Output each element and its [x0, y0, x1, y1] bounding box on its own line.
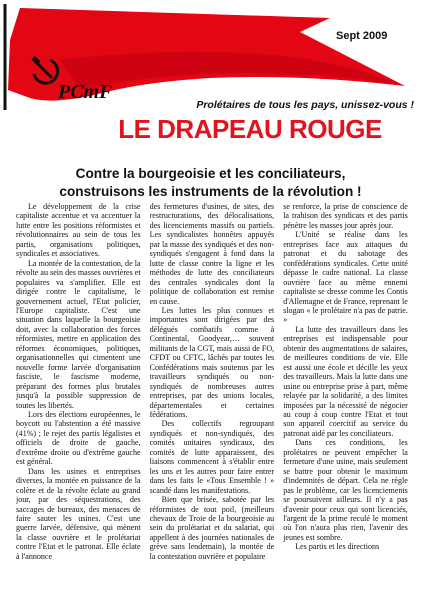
- paragraph: Dans ces conditions, les prolétaires ne peuvent empêcher la fermeture d'une usine, mais seulement se battre pour obtenir le maximum d'indemnités de départ. Cela ne règle pas le problème, car les licenciements se poursuivent ailleurs. Il n'y a pas d'avenir pour ceux qui sont licenciés, l'argent de la prime reculé le moment où l'on n'aura plus rien, l'avenir des jeunes est sombre.: [283, 438, 408, 542]
- issue-date: Sept 2009: [336, 30, 388, 42]
- paragraph: Dans les usines et entreprises diverses, la montée en puissance de la colère et de la révolte éclate au grand jour, par des séquestrations, des saccages de bureaux, des menaces de faire sauter les usines. C'est une guerre larvée, défensive, qui mènent la classe ouvrière et le prolétariat contre l'Etat et le patronat. Elle éclate à l'annonce: [16, 466, 141, 561]
- article-columns: [16, 202, 408, 594]
- paragraph: Les luttes les plus connues et importantes sont dirigées par des délégués combatifs comme à Continental, Goodyear,… souvent militants de la CGT, mais aussi de FO, CFDT ou CFTC, lâchés par toutes les Confédérations mais soutenus par les travailleurs syndiqués ou non-syndiqués de nombreuses autres entreprises, par des unions locales, départementales et certaines fédérations.: [149, 305, 275, 419]
- column-3: [283, 202, 408, 594]
- slogan: Prolétaires de tous les pays, unissez-vous !: [196, 99, 414, 111]
- paragraph: se renforce, la prise de conscience de la trahison des syndicats et des partis pénètre les masses jour après jour.: [283, 202, 408, 230]
- column-1: [16, 202, 141, 594]
- red-flag-banner: [0, 0, 421, 110]
- newspaper-title: LE DRAPEAU ROUGE: [118, 114, 382, 144]
- paragraph: Bien que brisée, sabotée par les réformistes de tout poil, (meilleurs chevaux de Troie de la bourgeoisie au sein du prolétariat et du salariat, qui appellent à des journées nationales de grève sans lendemain), la montée de la contestation ouvrière et populaire: [149, 495, 275, 561]
- paragraph: Des collectifs regroupant syndiqués et non-syndiqués, des comités unitaires syndicaux, des comités de lutte apparaissent, des liaisons commencent à s'établir entre les uns et les autres pour faire entrer dans les faits le «Tous Ensemble ! » scandé dans les manifestations.: [149, 419, 275, 495]
- article-headline: [0, 165, 421, 201]
- paragraph: des fermetures d'usines, de sites, des restructurations, des délocalisations, des licenciements massifs ou partiels. Les syndicalistes honnêtes appuyés par la masse des syndiqués et des non-syndiqués s'engagent à fond dans la lutte de classe contre la ligne et les méthodes de lutte des conciliateurs des centrales syndicales dont la politique de collaboration est remise en cause.: [149, 202, 275, 306]
- paragraph: Le développement de la crise capitaliste accentue et va accentuer la lutte entre les positions réformistes et révolutionnaires au sein de tous les partis, organisations politiques, syndicales et associatives.: [16, 202, 141, 259]
- column-2: [150, 202, 275, 594]
- headline-line-2: construisons les instruments de la révolution !: [59, 184, 362, 199]
- paragraph: La lutte des travailleurs dans les entreprises est indispensable pour obtenir des augmentations de salaires, de meilleures conditions de vie. Elle est aussi une école et décille les yeux des travailleurs. Mais la lutte dans une usine ou entreprise prise à part, même relayée par la solidarité, a des limites imposées par la nécessité de négocier au coup à coup contre l'Etat et tout son appareil coercitif au service du patronat aidé par les conciliateurs.: [283, 324, 408, 438]
- paragraph: Lors des élections européennes, le boycott ou l'abstention a été massive (41%) ; le rejet des partis légalistes et officiels de droite de gauche, d'extrême droite ou d'extrême gauche est général.: [16, 409, 141, 467]
- paragraph: La montée de la contestation, de la révolte au sein des masses ouvrières et populaires va s'amplifier. Elle est dirigée contre le capitalisme, le gouvernement actuel, l'Etat policier, l'Europe capitaliste. C'est une situation dans laquelle la bourgeoisie doit, avec la collaboration des forces réformistes, mettre en application des réformes économiques, politiques, organisationnelles qui cimentent une nouvelle forme larvée d'organisation fasciste, le fascisme moderne, préparant des formes plus brutales jusqu'à la possible suppression de toutes les libertés.: [16, 258, 141, 410]
- paragraph: L'Unité se réalise dans les entreprises face aux attaques du patronat et du sabotage des confédérations syndicales. Cette unité dépasse le cadre national. La classe ouvrière face au même ennemi capitaliste se dresse comme les Contis d'Allemagne et de France, reprenant le slogan « le prolétaire n'a pas de patrie. »: [283, 230, 408, 325]
- headline-line-1: Contre la bourgeoisie et les conciliateurs,: [75, 166, 346, 181]
- party-logo: PCmF: [58, 81, 113, 103]
- paragraph: Les partis et les directions: [295, 542, 380, 552]
